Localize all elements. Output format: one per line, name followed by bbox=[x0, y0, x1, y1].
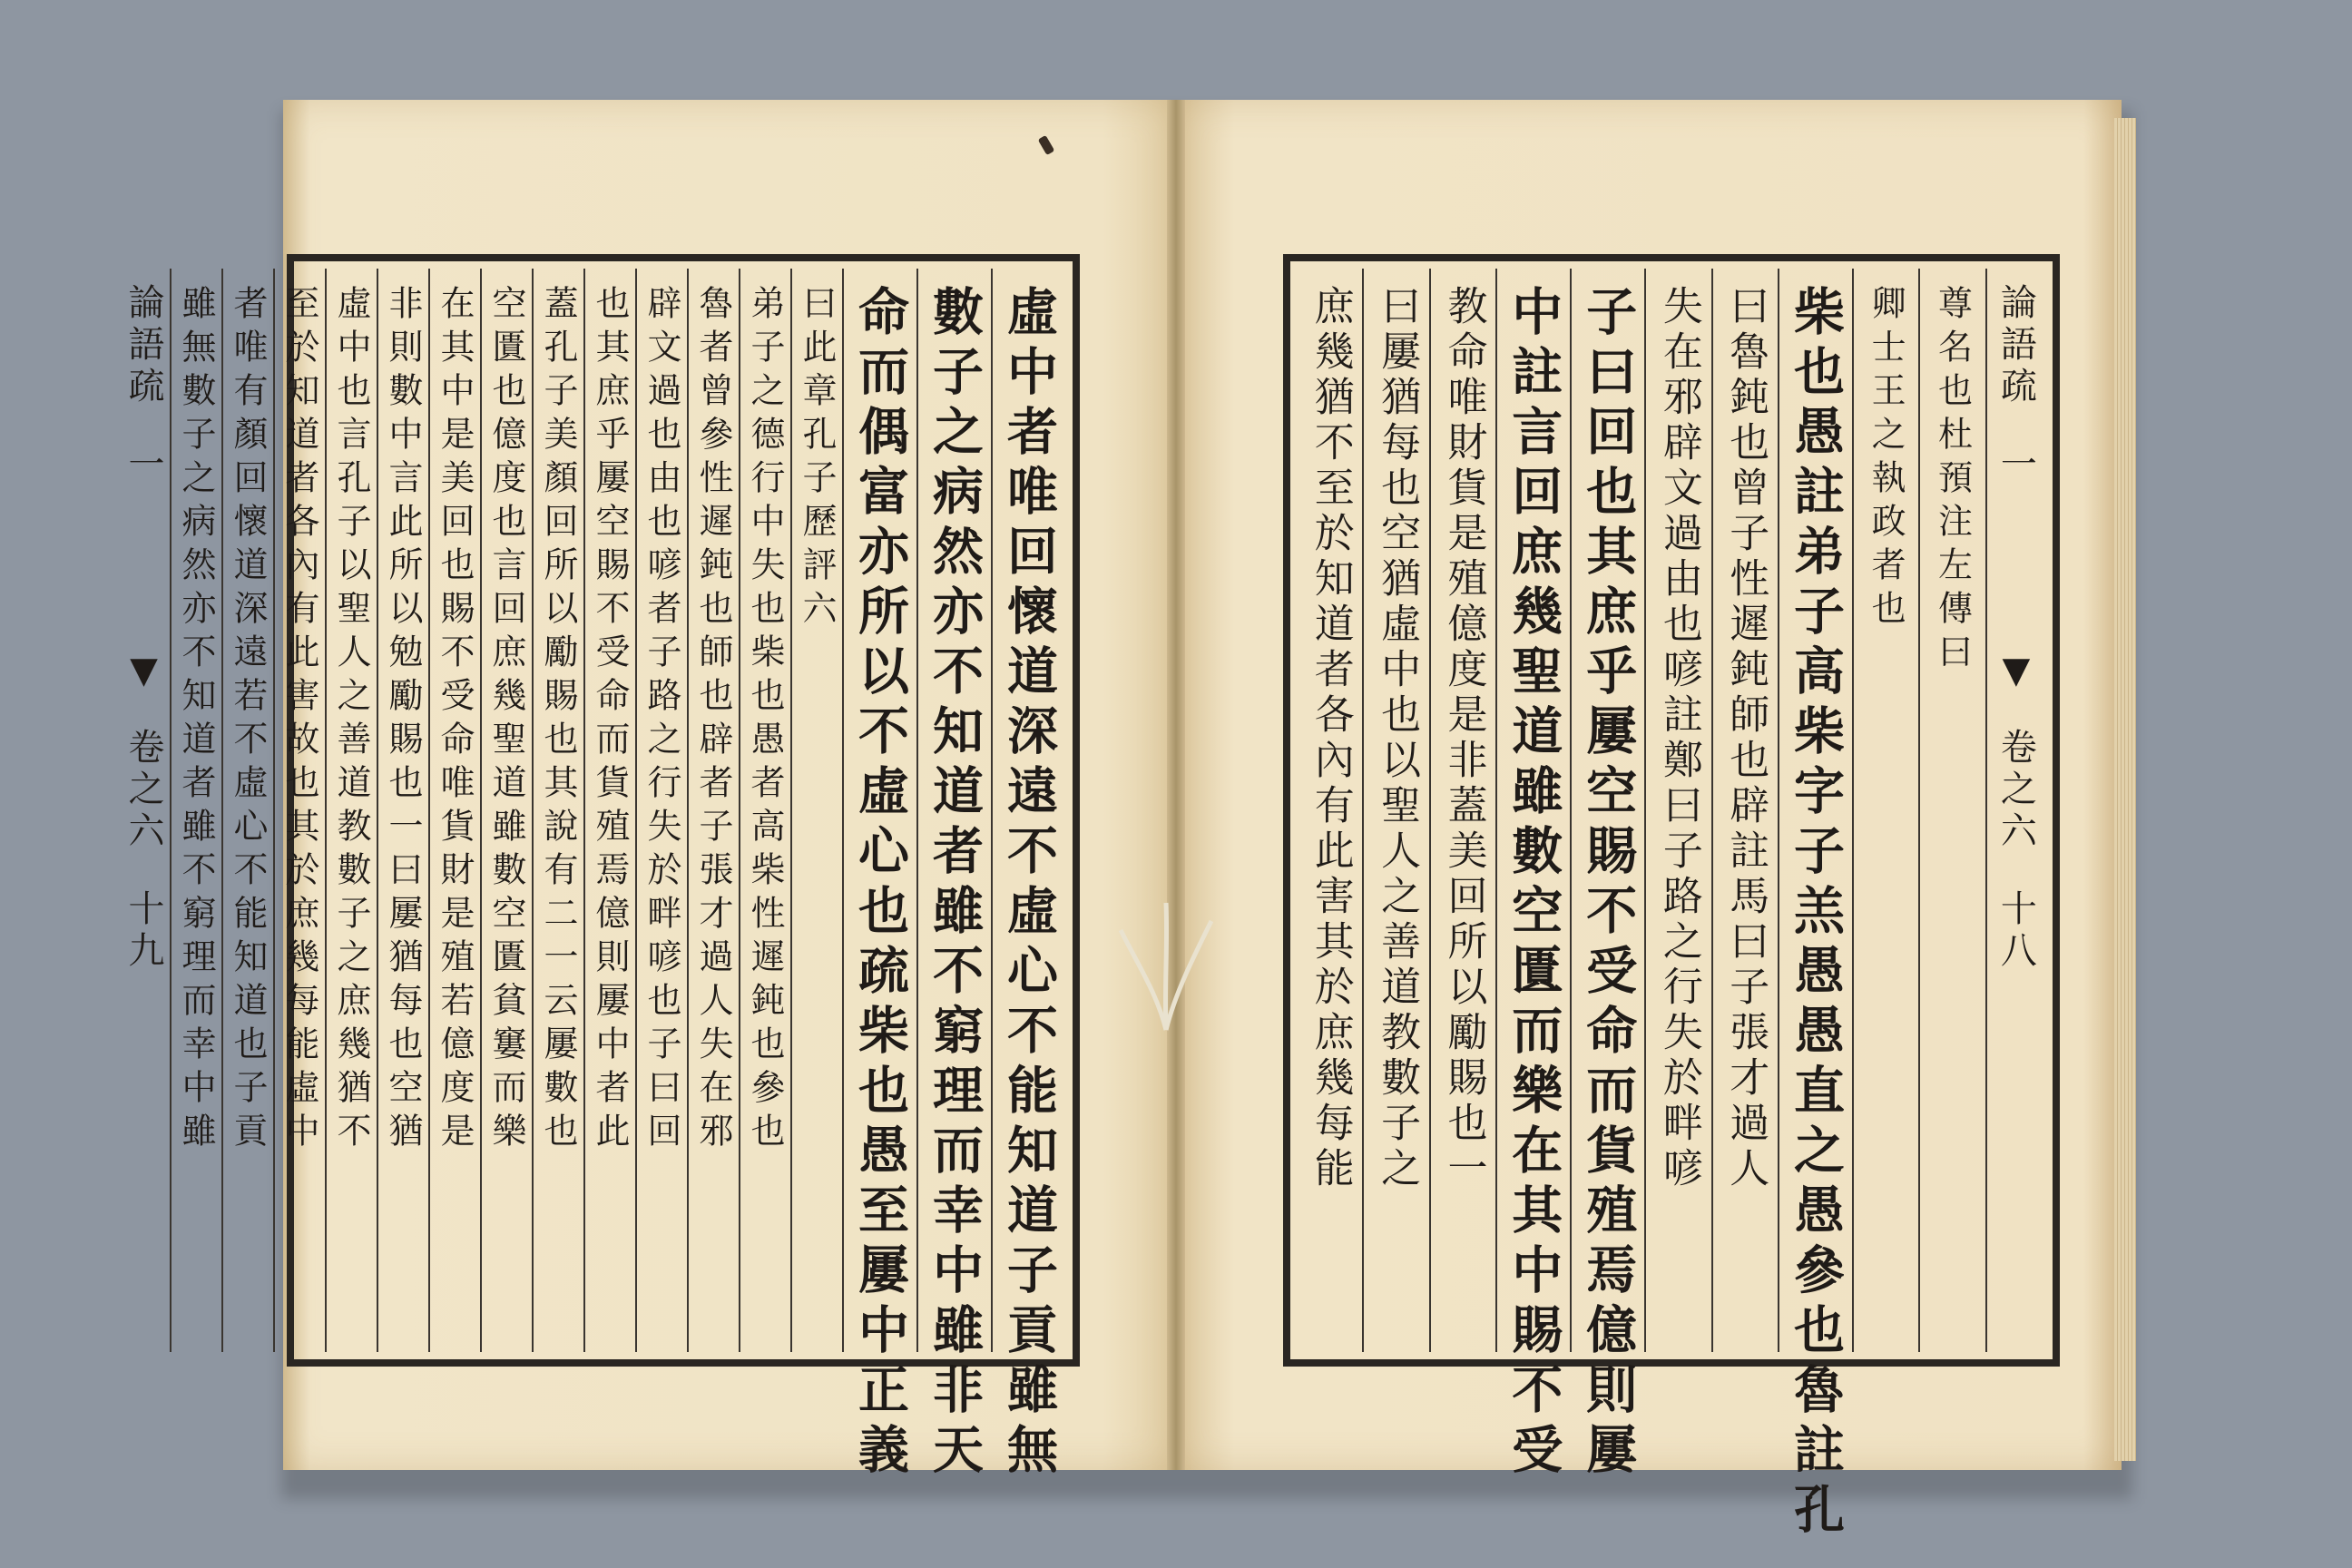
banxin-text: 論語疏 bbox=[122, 283, 164, 408]
left-text-column bbox=[428, 269, 480, 1352]
right-text-column bbox=[1298, 269, 1362, 1352]
left-text-column bbox=[991, 269, 1065, 1483]
right-page-banxin bbox=[1985, 269, 2045, 1352]
column-text: 命而偶富亦所以不虛心也疏柴也愚至屢中正義 bbox=[850, 285, 910, 1483]
right-text-column bbox=[1495, 269, 1570, 1483]
banxin-text: 一 bbox=[122, 445, 164, 486]
column-text: 數子之病然亦不知道者雖不窮理而幸中雖非天 bbox=[925, 285, 985, 1483]
column-text: 庶幾猶不至於知道者各內有此害其於庶幾每能 bbox=[1307, 285, 1354, 1192]
banxin-text: 十八 bbox=[1994, 889, 2037, 973]
column-text: 者唯有顏回懷道深遠若不虛心不能知道也子貢 bbox=[228, 285, 268, 1156]
column-text: 教命唯財貨是殖億度是非蓋美回所以勵賜也一 bbox=[1440, 285, 1487, 1192]
column-text: 失在邪辟文過由也喭註鄭曰子路之行失於畔喭 bbox=[1655, 285, 1702, 1192]
right-text-column bbox=[1778, 269, 1852, 1543]
book-gutter bbox=[1167, 100, 1185, 1470]
column-text: 子曰回也其庶乎屢空賜不受命而貨殖焉億則屢 bbox=[1578, 285, 1639, 1483]
page-stack-edge bbox=[2114, 118, 2136, 1461]
left-text-column bbox=[635, 269, 687, 1352]
right-text-column bbox=[1852, 269, 1918, 1352]
left-text-column bbox=[273, 269, 325, 1352]
column-text: 尊名也杜預注左傳曰 bbox=[1932, 285, 1973, 677]
right-text-frame bbox=[1285, 256, 2058, 1543]
left-text-column bbox=[739, 269, 790, 1352]
column-text: 柴也愚註弟子高柴字子羔愚愚直之愚參也魯註孔 bbox=[1785, 285, 1846, 1543]
column-text: 虛中者唯回懷道深遠不虛心不能知道子貢雖無 bbox=[999, 285, 1059, 1483]
left-text-column bbox=[532, 269, 583, 1352]
left-text-column bbox=[916, 269, 991, 1483]
column-text: 曰屢猶每也空猶虛中也以聖人之善道教數子之 bbox=[1374, 285, 1421, 1192]
left-columns bbox=[122, 269, 1065, 1483]
right-text-column bbox=[1644, 269, 1710, 1352]
left-text-column bbox=[790, 269, 842, 1352]
column-text: 蓋孔子美顏回所以勵賜也其說有二一云屢數也 bbox=[538, 285, 578, 1156]
left-page-banxin bbox=[118, 269, 170, 1352]
right-columns bbox=[1298, 269, 2045, 1543]
banxin-text: 論語疏 bbox=[1994, 283, 2037, 408]
column-text: 卿士王之執政者也 bbox=[1866, 285, 1906, 633]
column-text: 曰魯鈍也曾子性遲鈍師也辟註馬曰子張才過人 bbox=[1722, 285, 1769, 1192]
right-text-column bbox=[1429, 269, 1495, 1352]
column-text: 魯者曾參性遲鈍也師也辟者子張才過人失在邪 bbox=[693, 285, 733, 1156]
right-text-column bbox=[1570, 269, 1644, 1483]
column-text: 弟子之德行中失也柴也愚者高柴性遲鈍也參也 bbox=[745, 285, 785, 1156]
banxin-text: 一 bbox=[1994, 445, 2037, 486]
column-text: 非則數中言此所以勉勵賜也一曰屢猶每也空猶 bbox=[383, 285, 423, 1156]
fishtail-mark: ▼ bbox=[2002, 650, 2031, 691]
left-text-frame bbox=[122, 256, 1078, 1483]
column-text: 中註言回庶幾聖道雖數空匱而樂在其中賜不受 bbox=[1504, 285, 1564, 1483]
left-text-column bbox=[170, 269, 221, 1352]
column-text: 雖無數子之病然亦不知道者雖不窮理而幸中雖 bbox=[176, 285, 216, 1156]
column-text: 也其庶乎屢空賜不受命而貨殖焉億則屢中者此 bbox=[590, 285, 630, 1156]
banxin-text: 十九 bbox=[122, 889, 164, 973]
binding-thread bbox=[1102, 894, 1230, 1039]
left-text-column bbox=[377, 269, 428, 1352]
left-text-column bbox=[687, 269, 739, 1352]
right-text-column bbox=[1918, 269, 1984, 1352]
banxin-text: 卷之六 bbox=[1994, 728, 2037, 853]
left-text-column bbox=[480, 269, 532, 1352]
column-text: 至於知道者各內有此害故也其於庶幾每能虛中 bbox=[279, 285, 319, 1156]
column-text: 辟文過也由也喭者子路之行失於畔喭也子曰回 bbox=[642, 285, 681, 1156]
column-text: 虛中也言孔子以聖人之善道教數子之庶幾猶不 bbox=[331, 285, 371, 1156]
left-text-column bbox=[221, 269, 273, 1352]
left-text-column bbox=[583, 269, 635, 1352]
left-text-column bbox=[842, 269, 916, 1483]
column-text: 空匱也億度也言回庶幾聖道雖數空匱貧窶而樂 bbox=[486, 285, 526, 1156]
right-text-column bbox=[1362, 269, 1428, 1352]
banxin-text: 卷之六 bbox=[122, 728, 164, 853]
column-text: 曰此章孔子歷評六 bbox=[797, 285, 837, 633]
fishtail-mark: ▼ bbox=[130, 650, 158, 691]
left-text-column bbox=[325, 269, 377, 1352]
right-text-column bbox=[1711, 269, 1778, 1352]
column-text: 在其中是美回也賜不受命唯貨財是殖若億度是 bbox=[435, 285, 475, 1156]
